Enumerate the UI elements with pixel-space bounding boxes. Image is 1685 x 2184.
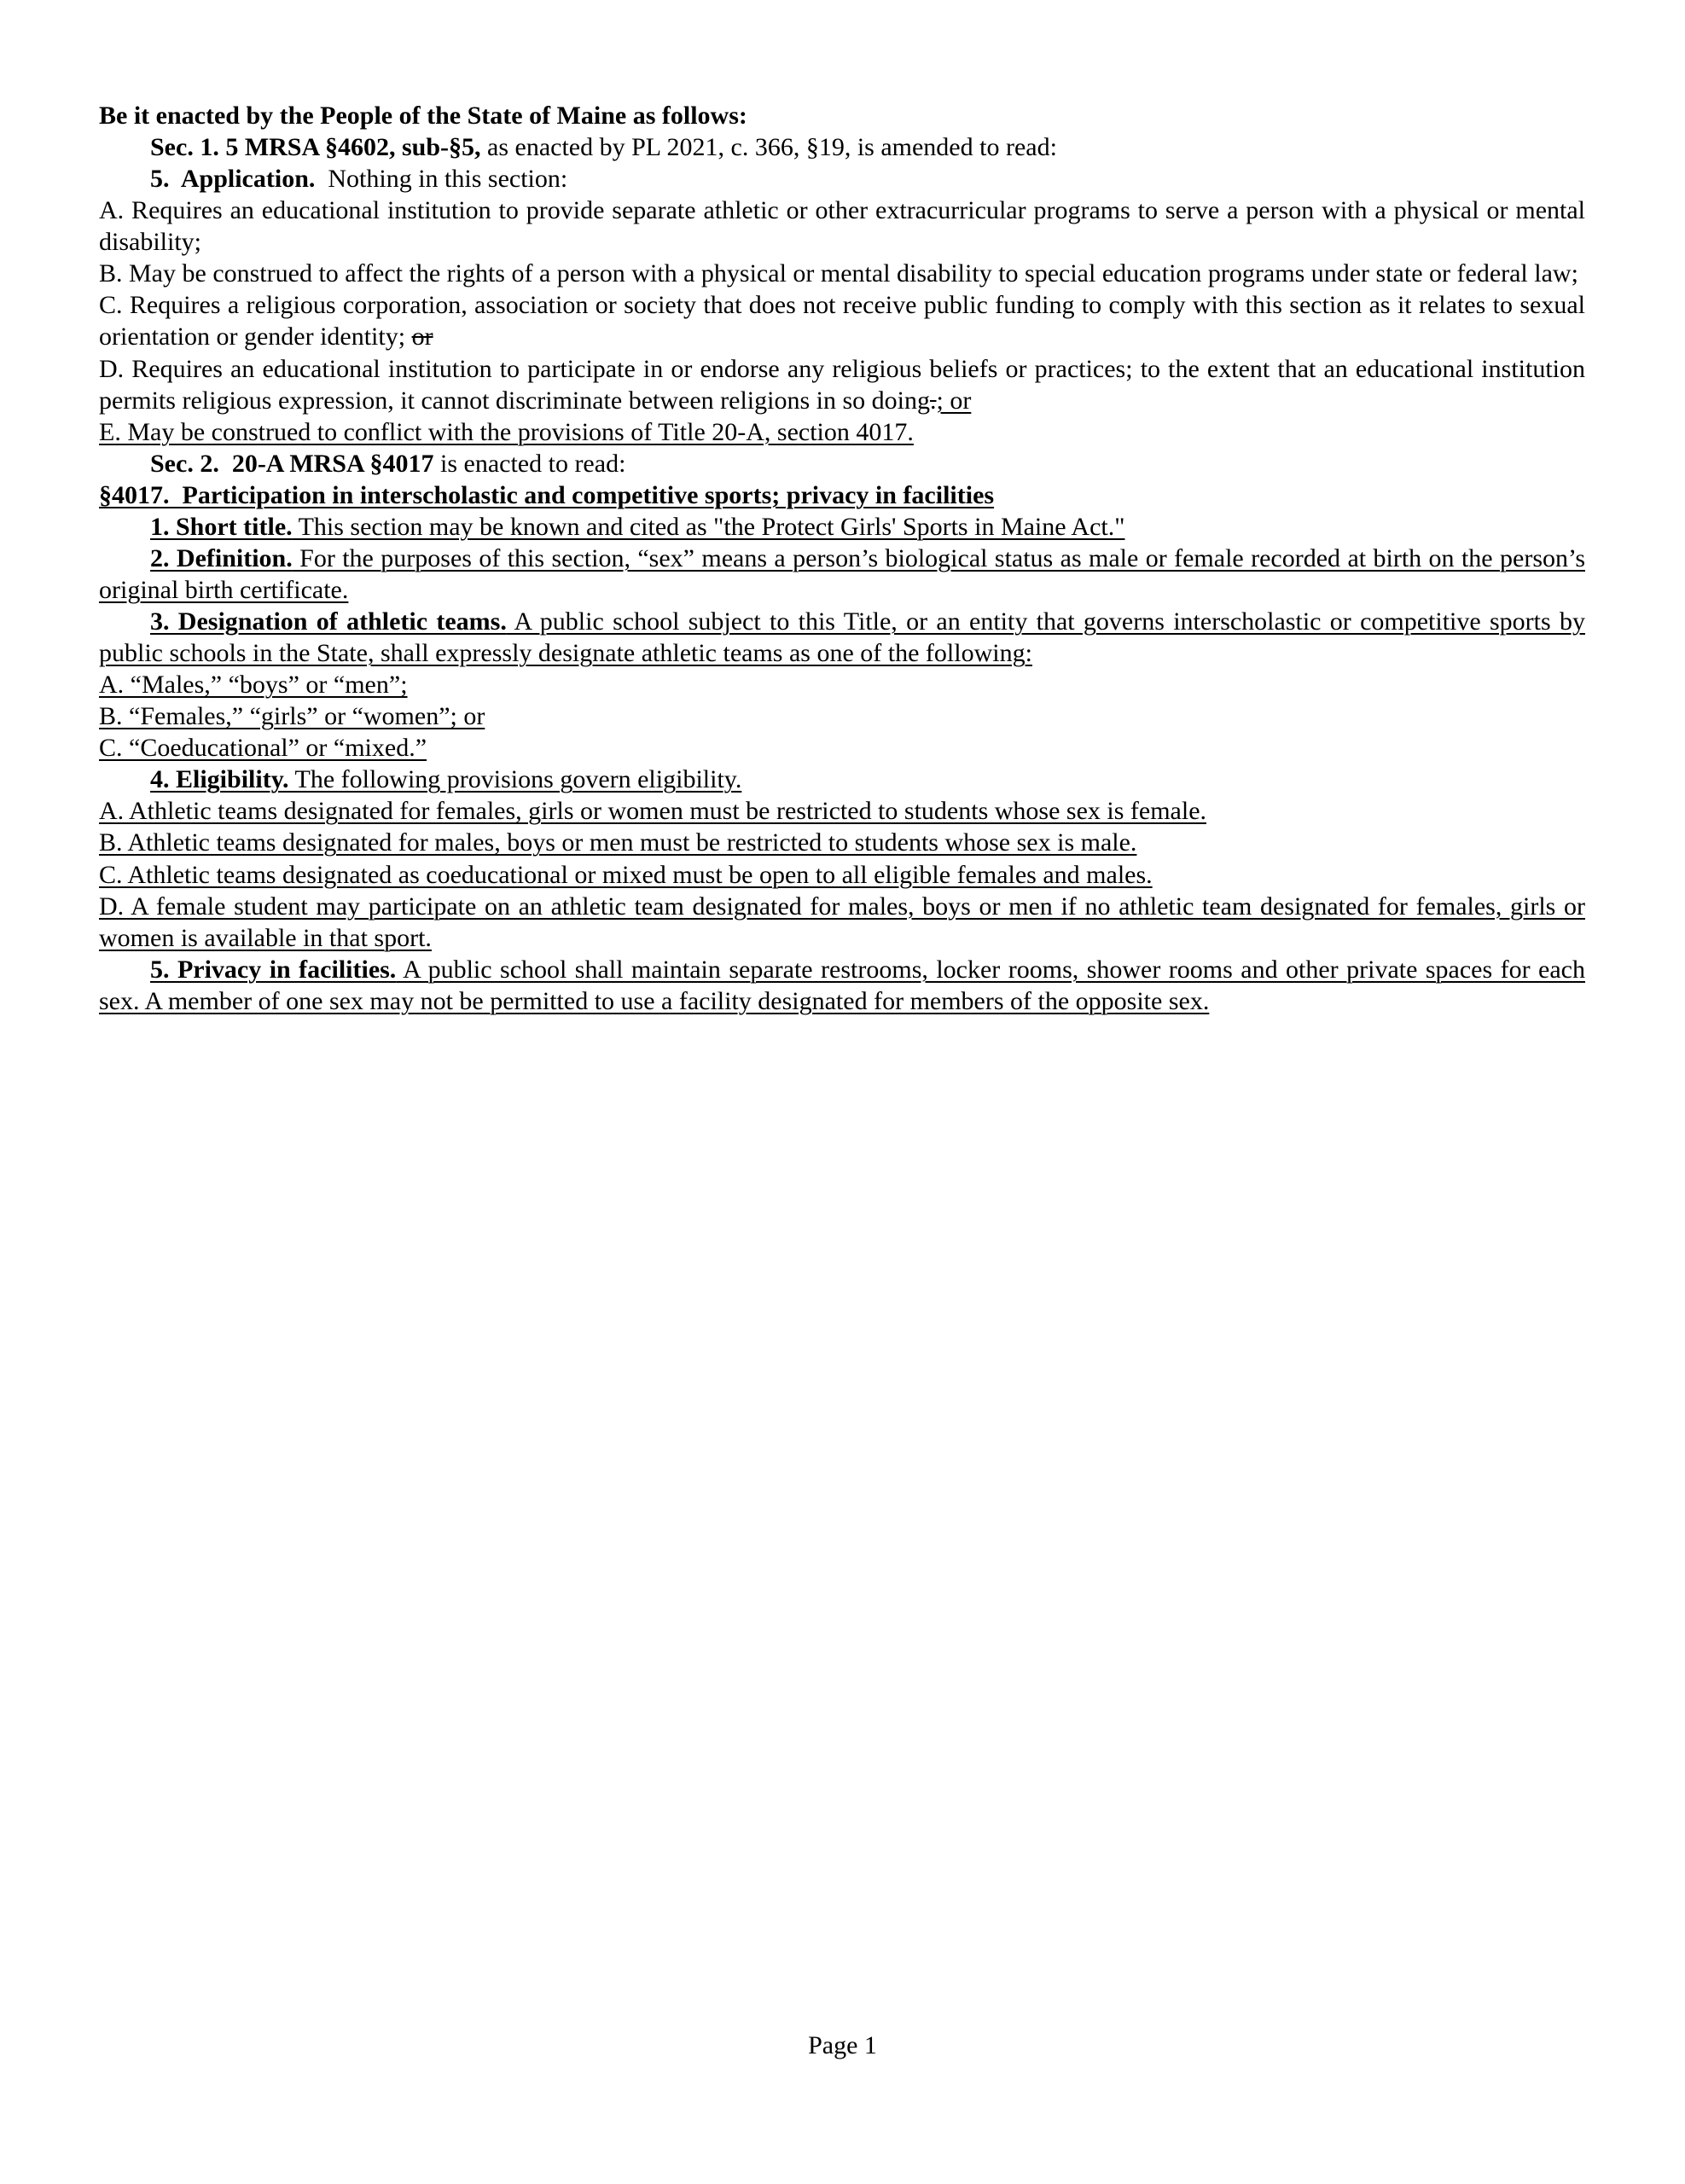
subsection-4-B: B. Athletic teams designated for males, boys or men must be restricted to students whose sex is male. bbox=[99, 828, 1137, 857]
item-E: E. May be construed to conflict with the provisions of Title 20-A, section 4017. bbox=[99, 417, 914, 446]
subsection-2: 2. Definition. For the purposes of this section, “sex” means a person’s biological status as male or female recorded at birth on the person’s original birth certificate. bbox=[99, 543, 1585, 604]
subsection-4: 4. Eligibility. The following provisions govern eligibility. bbox=[150, 765, 742, 794]
struck-period: . bbox=[929, 386, 937, 415]
item-A: A. Requires an educational institution to provide separate athletic or other extracurricular programs to serve a person with a physical or mental disability; bbox=[99, 196, 1585, 257]
sec1-label: Sec. 1. 5 MRSA §4602, sub-§5, bbox=[150, 133, 481, 162]
enacting-clause: Be it enacted by the People of the State of Maine as follows: bbox=[99, 102, 747, 130]
sub5-label: 5. Application. bbox=[150, 165, 316, 194]
item-D: D. Requires an educational institution to participate in or endorse any religious beliefs or practices; to the extent that an educational institution permits religious expression, it cannot discriminate between religions in so doing.; or bbox=[99, 354, 1585, 415]
sec2-label: Sec. 2. 20-A MRSA §4017 bbox=[150, 449, 434, 478]
item-C: C. Requires a religious corporation, association or society that does not receive public funding to comply with this section as it relates to sexual orientation or gender identity; or bbox=[99, 291, 1585, 351]
subsection-3-A: A. “Males,” “boys” or “men”; bbox=[99, 671, 408, 700]
subsection-5: 5. Privacy in facilities. A public school shall maintain separate restrooms, locker rooms, shower rooms and other private spaces for each sex. A member of one sex may not be permitted to use a facility designated for members of the opposite sex. bbox=[99, 955, 1585, 1015]
subsection-3-C: C. “Coeducational” or “mixed.” bbox=[99, 734, 427, 763]
subsection-4-D: D. A female student may participate on an athletic team designated for males, boys or men if no athletic team designated for females, girls or women is available in that sport. bbox=[99, 892, 1585, 952]
section-heading: §4017. Participation in interscholastic and competitive sports; privacy in facilities bbox=[99, 480, 995, 509]
sec2-text: is enacted to read: bbox=[433, 449, 626, 478]
subsection-4-A: A. Athletic teams designated for females, girls or women must be restricted to students whose sex is female. bbox=[99, 797, 1207, 826]
subsection-3: 3. Designation of athletic teams. A public school subject to this Title, or an entity that governs interscholastic or competitive sports by public schools in the State, shall expressly designate athletic teams as one of the following: bbox=[99, 607, 1585, 668]
subsection-4-C: C. Athletic teams designated as coeducational or mixed must be open to all eligible females and males. bbox=[99, 860, 1153, 889]
subsection-1: 1. Short title. This section may be known and cited as "the Protect Girls' Sports in Maine Act." bbox=[150, 512, 1125, 541]
sec1-intro bbox=[99, 131, 1585, 163]
subsection-3-B: B. “Females,” “girls” or “women”; or bbox=[99, 702, 485, 731]
sub5-heading bbox=[99, 163, 1585, 195]
item-B: B. May be construed to affect the rights of a person with a physical or mental disability to special education programs under state or federal law; bbox=[99, 259, 1578, 288]
sec2-intro bbox=[99, 448, 1585, 479]
struck-or: or bbox=[411, 322, 433, 351]
sec1-text: as enacted by PL 2021, c. 366, §19, is amended to read: bbox=[480, 133, 1057, 162]
sub5-text: Nothing in this section: bbox=[315, 165, 568, 194]
page-number: Page 1 bbox=[808, 2031, 877, 2059]
inserted-or: ; or bbox=[936, 386, 972, 415]
document-page bbox=[99, 100, 1585, 1017]
